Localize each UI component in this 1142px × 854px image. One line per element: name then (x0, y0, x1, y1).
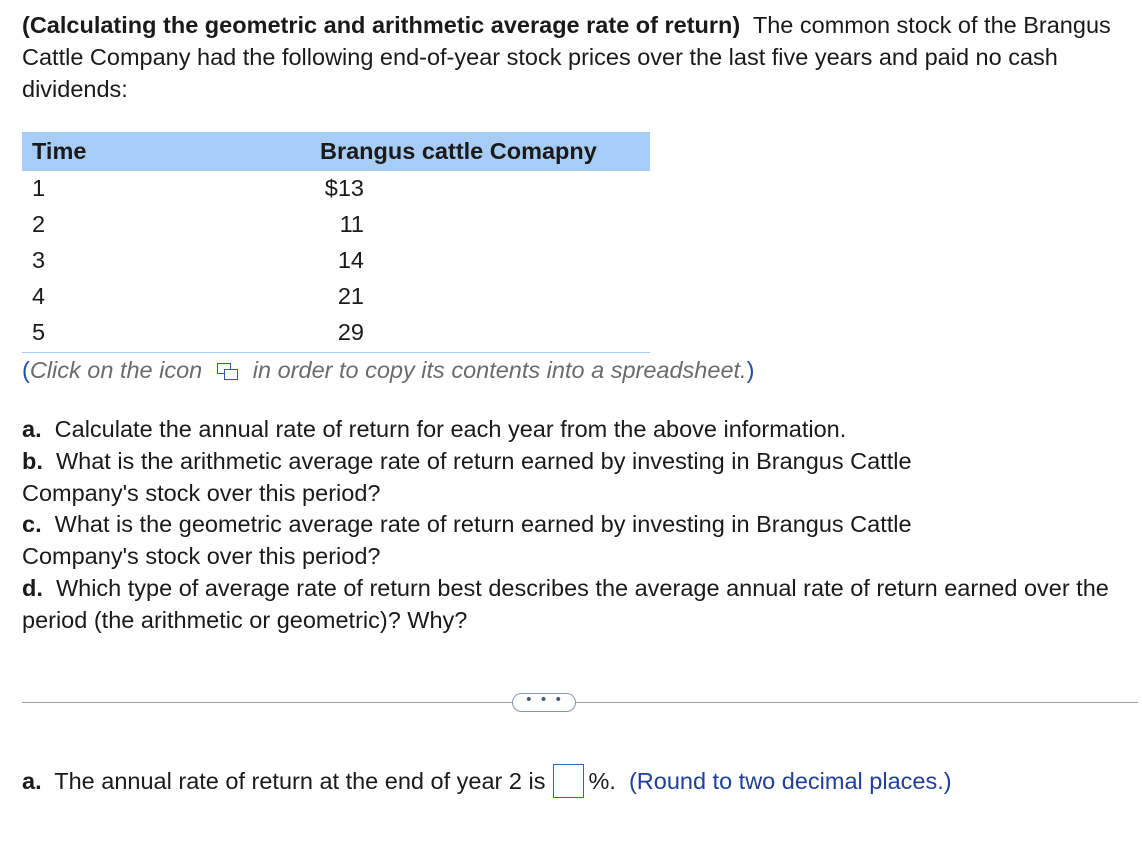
question-label: a. (22, 416, 42, 442)
copy-note (22, 355, 754, 385)
question-d (22, 573, 1132, 637)
answer-line (22, 764, 952, 798)
table-row (22, 243, 650, 279)
question-label: d. (22, 574, 43, 601)
copy-note-text-before: Click on the icon (29, 357, 203, 383)
table-bottom-border (22, 352, 650, 353)
cell-price: 14 (337, 246, 364, 273)
copy-note-close-paren: ) (746, 357, 755, 383)
problem-title: (Calculating the geometric and arithmetic average rate of return) (22, 12, 741, 38)
question-b (22, 446, 937, 510)
question-text: Which type of average rate of return best describes the average annual rate of return earned over the period (the arithmetic or geometric)? Why? (22, 574, 1109, 633)
question-a (22, 414, 1132, 446)
expand-more-button[interactable]: • • • (512, 693, 576, 712)
cell-time: 2 (32, 211, 46, 238)
answer-input-field[interactable] (553, 764, 584, 798)
problem-intro-text: The common stock of the Brangus Cattle Company had the following end-of-year stock prices over the last five years and paid no cash dividends: (22, 12, 1111, 102)
stock-price-table (22, 132, 650, 350)
cell-time: 4 (32, 282, 46, 309)
answer-prompt: The annual rate of return at the end of year 2 is (54, 768, 546, 794)
answer-label: a. (22, 768, 42, 794)
question-label: b. (22, 447, 43, 474)
table-row (22, 314, 650, 350)
question-text: Calculate the annual rate of return for each year from the above information. (54, 416, 847, 442)
cell-time: 1 (32, 175, 46, 202)
cell-price: 29 (337, 318, 364, 345)
answer-unit: %. (588, 768, 616, 794)
table-row (22, 171, 650, 207)
cell-time: 5 (32, 318, 46, 345)
section-divider (22, 702, 1138, 703)
table-header-row (22, 132, 650, 171)
cell-price: $13 (324, 175, 364, 202)
rounding-hint: (Round to two decimal places.) (628, 768, 952, 794)
table-row (22, 278, 650, 314)
cell-time: 3 (32, 246, 46, 273)
problem-statement (22, 9, 1132, 105)
question-text: What is the geometric average rate of return earned by investing in Brangus Cattle Company's stock over this period? (22, 511, 912, 570)
question-c (22, 509, 937, 573)
copy-to-spreadsheet-icon[interactable] (217, 363, 239, 379)
question-text: What is the arithmetic average rate of return earned by investing in Brangus Cattle Company's stock over this period? (22, 447, 912, 506)
copy-note-open-paren: ( (22, 357, 30, 383)
question-list (22, 414, 1132, 637)
question-label: c. (22, 511, 42, 538)
header-time: Time (22, 132, 212, 171)
table-row (22, 207, 650, 243)
cell-price: 21 (337, 282, 364, 309)
cell-price: 11 (339, 211, 364, 238)
header-company: Brangus cattle Comapny (212, 132, 650, 171)
copy-note-text-after: in order to copy its contents into a spreadsheet. (252, 357, 747, 383)
